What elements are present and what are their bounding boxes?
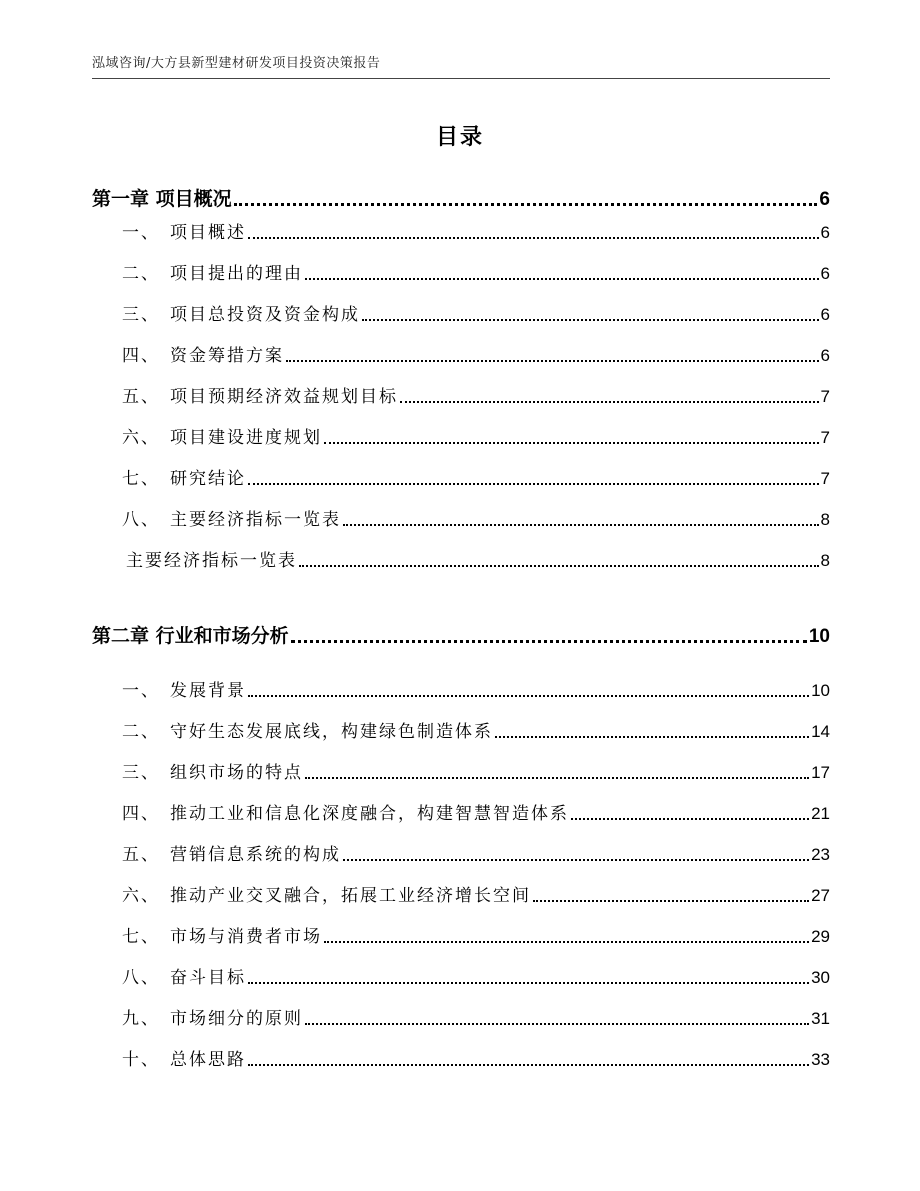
toc-entry[interactable] bbox=[122, 464, 830, 489]
entry-text: 项目概述 bbox=[170, 223, 246, 243]
toc-title: 目录 bbox=[435, 125, 484, 150]
entry-number: 八、 bbox=[122, 510, 160, 530]
entry-text: 市场细分的原则 bbox=[170, 1009, 303, 1029]
dot-leader bbox=[343, 859, 809, 861]
toc-entry[interactable] bbox=[122, 963, 830, 988]
entry-number: 十、 bbox=[122, 1050, 160, 1070]
dot-leader bbox=[305, 1023, 809, 1025]
toc-entry[interactable] bbox=[122, 300, 830, 325]
entry-text: 营销信息系统的构成 bbox=[170, 845, 341, 865]
dot-leader bbox=[286, 360, 819, 362]
page-number: 10 bbox=[811, 681, 830, 700]
dot-leader bbox=[291, 640, 807, 643]
toc-entry[interactable] bbox=[122, 341, 830, 366]
toc-entry[interactable] bbox=[122, 881, 830, 906]
page-number: 31 bbox=[811, 1009, 830, 1028]
entry-number: 五、 bbox=[122, 387, 160, 407]
page-number: 6 bbox=[820, 346, 830, 365]
page-number: 27 bbox=[811, 886, 830, 905]
entry-number: 六、 bbox=[122, 428, 160, 448]
entry-text: 发展背景 bbox=[170, 681, 246, 701]
entry-number: 七、 bbox=[122, 927, 160, 947]
entry-number: 四、 bbox=[122, 346, 160, 366]
entry-number: 六、 bbox=[122, 886, 160, 906]
page-number: 33 bbox=[811, 1050, 830, 1069]
page-number: 10 bbox=[808, 626, 830, 647]
toc-entry[interactable] bbox=[122, 218, 830, 243]
dot-leader bbox=[305, 777, 809, 779]
dot-leader bbox=[362, 319, 819, 321]
page-number: 6 bbox=[819, 189, 830, 210]
dot-leader bbox=[248, 982, 809, 984]
page-number: 7 bbox=[820, 469, 830, 488]
entry-text: 研究结论 bbox=[170, 469, 246, 489]
entry-text: 项目提出的理由 bbox=[170, 264, 303, 284]
entry-text: 推动产业交叉融合，拓展工业经济增长空间 bbox=[170, 886, 531, 906]
dot-leader bbox=[248, 483, 819, 485]
page-header: 泓域咨询/大方县新型建材研发项目投资决策报告 bbox=[92, 56, 381, 71]
entry-text: 项目建设进度规划 bbox=[170, 428, 322, 448]
entry-text: 资金筹措方案 bbox=[170, 346, 284, 366]
entry-text: 项目总投资及资金构成 bbox=[170, 305, 360, 325]
toc-entry[interactable] bbox=[122, 717, 830, 742]
dot-leader bbox=[324, 442, 819, 444]
page-number: 29 bbox=[811, 927, 830, 946]
entry-text: 市场与消费者市场 bbox=[170, 927, 322, 947]
page-number: 8 bbox=[820, 510, 830, 529]
toc-entry[interactable] bbox=[122, 382, 830, 407]
dot-leader bbox=[248, 237, 819, 239]
entry-number: 三、 bbox=[122, 763, 160, 783]
dot-leader bbox=[234, 203, 818, 206]
entry-number: 七、 bbox=[122, 469, 160, 489]
page-number: 6 bbox=[820, 264, 830, 283]
toc-entry[interactable] bbox=[122, 840, 830, 865]
dot-leader bbox=[248, 695, 809, 697]
header-divider bbox=[92, 78, 830, 79]
page-number: 23 bbox=[811, 845, 830, 864]
entry-number: 四、 bbox=[122, 804, 160, 824]
page-number: 7 bbox=[820, 428, 830, 447]
dot-leader bbox=[324, 941, 809, 943]
entry-number: 五、 bbox=[122, 845, 160, 865]
entry-text: 奋斗目标 bbox=[170, 968, 246, 988]
dot-leader bbox=[305, 278, 819, 280]
page-number: 14 bbox=[811, 722, 830, 741]
entry-text: 组织市场的特点 bbox=[170, 763, 303, 783]
dot-leader bbox=[343, 524, 819, 526]
dot-leader bbox=[248, 1064, 809, 1066]
entry-number: 二、 bbox=[122, 264, 160, 284]
dot-leader bbox=[299, 565, 819, 567]
chapter-label: 第二章 行业和市场分析 bbox=[92, 625, 289, 647]
page-number: 6 bbox=[820, 305, 830, 324]
toc-entry[interactable] bbox=[122, 259, 830, 284]
chapter-label: 第一章 项目概况 bbox=[92, 188, 232, 210]
toc-entry[interactable] bbox=[122, 1004, 830, 1029]
entry-number: 九、 bbox=[122, 1009, 160, 1029]
dot-leader bbox=[571, 818, 809, 820]
entry-number: 八、 bbox=[122, 968, 160, 988]
page-number: 21 bbox=[811, 804, 830, 823]
entry-text: 推动工业和信息化深度融合，构建智慧智造体系 bbox=[170, 804, 569, 824]
page-number: 17 bbox=[811, 763, 830, 782]
entry-text: 守好生态发展底线，构建绿色制造体系 bbox=[170, 722, 493, 742]
toc-entry[interactable] bbox=[122, 676, 830, 701]
page-number: 6 bbox=[820, 223, 830, 242]
toc-entry[interactable] bbox=[122, 758, 830, 783]
page-number: 7 bbox=[820, 387, 830, 406]
entry-text: 项目预期经济效益规划目标 bbox=[170, 387, 398, 407]
dot-leader bbox=[533, 900, 809, 902]
toc-entry[interactable] bbox=[92, 546, 830, 571]
toc-chapter-1[interactable] bbox=[92, 184, 830, 211]
page-number: 8 bbox=[820, 551, 830, 570]
page-number: 30 bbox=[811, 968, 830, 987]
toc-entry[interactable] bbox=[122, 1045, 830, 1070]
entry-number: 三、 bbox=[122, 305, 160, 325]
dot-leader bbox=[495, 736, 809, 738]
toc-entry[interactable] bbox=[122, 799, 830, 824]
entry-number: 一、 bbox=[122, 223, 160, 243]
entry-number: 一、 bbox=[122, 681, 160, 701]
toc-entry[interactable] bbox=[122, 922, 830, 947]
entry-text: 主要经济指标一览表 bbox=[126, 551, 297, 571]
entry-text: 总体思路 bbox=[170, 1050, 246, 1070]
toc-entry[interactable] bbox=[122, 423, 830, 448]
toc-chapter-2[interactable] bbox=[92, 621, 830, 648]
entry-number: 二、 bbox=[122, 722, 160, 742]
entry-text: 主要经济指标一览表 bbox=[170, 510, 341, 530]
dot-leader bbox=[400, 401, 819, 403]
toc-entry[interactable] bbox=[122, 505, 830, 530]
